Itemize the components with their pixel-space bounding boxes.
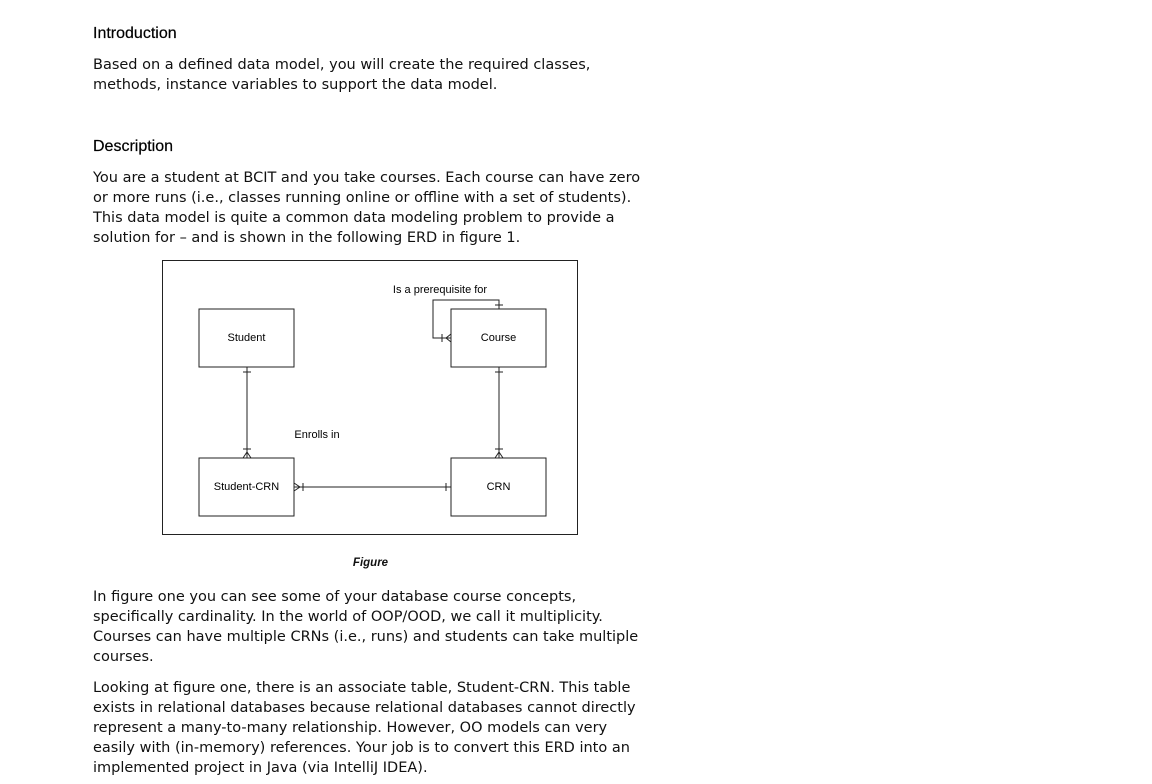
erd-diagram <box>162 260 578 535</box>
course-entity-label: Course <box>480 332 517 344</box>
erd-figure <box>162 260 578 535</box>
cardinality-paragraph: In figure one you can see some of your database course concepts, specifically cardinality. In the world of OOP/OOD, we call it multiplicity. Courses can have multiple CRNs (i.e., runs) and students can take multiple courses. <box>93 589 639 665</box>
figure-caption: Figure <box>352 557 389 569</box>
prerequisite-label: Is a prerequisite for <box>392 284 488 296</box>
enrolls-label: Enrolls in <box>294 429 340 441</box>
associate-table-paragraph: Looking at figure one, there is an associate table, Student-CRN. This table exists in relational databases because relational databases cannot directly represent a many-to-many relationship. However, OO models can very easily with (in-memory) references. Your job is to convert this ERD into an implemented project in Java (via IntelliJ IDEA). <box>93 680 636 776</box>
description-paragraph: You are a student at BCIT and you take courses. Each course can have zero or more runs (i.e., classes running online or offline with a set of students). This data model is quite a common data modeling problem to provide a solution for – and is shown in the following ERD in figure 1. <box>93 170 641 246</box>
document <box>93 24 653 778</box>
student-entity-label: Student <box>227 332 266 344</box>
student-crn-entity-label: Student-CRN <box>213 481 280 493</box>
introduction-heading: Introduction <box>93 25 177 42</box>
crn-entity-label: CRN <box>486 481 511 493</box>
introduction-paragraph: Based on a defined data model, you will create the required classes, methods, instance variables to support the data model. <box>93 57 591 93</box>
description-heading: Description <box>93 138 174 155</box>
